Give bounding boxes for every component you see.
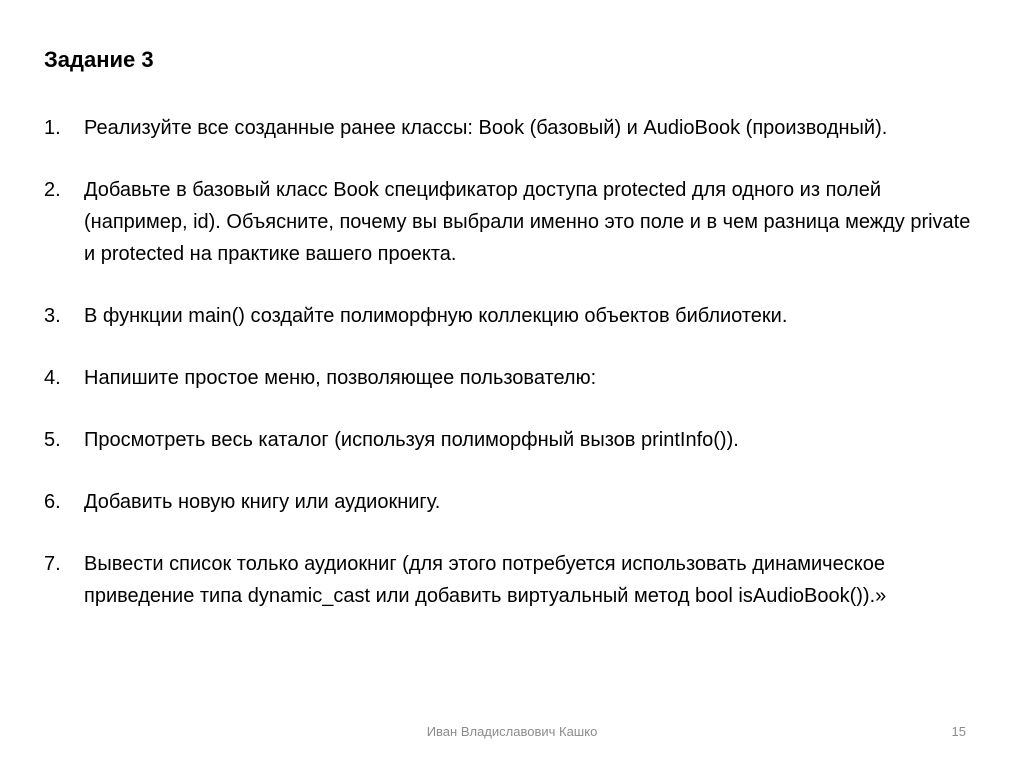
task-number: 4. xyxy=(44,367,61,389)
page-number: 15 xyxy=(951,724,966,739)
task-number: 3. xyxy=(44,305,61,327)
task-item-6 xyxy=(44,486,984,518)
task-item-2 xyxy=(44,174,984,270)
task-number: 1. xyxy=(44,117,61,139)
task-number: 5. xyxy=(44,429,61,451)
task-number: 6. xyxy=(44,491,61,513)
task-text: Напишите простое меню, позволяющее пользователю: xyxy=(84,367,597,389)
task-item-7 xyxy=(44,548,984,612)
footer-author: Иван Владиславович Кашко xyxy=(426,724,598,739)
task-text: Реализуйте все созданные ранее классы: Book (базовый) и AudioBook (производный). xyxy=(84,117,888,139)
task-item-3 xyxy=(44,300,984,332)
slide-title: Задание 3 xyxy=(44,47,154,72)
task-number: 7. xyxy=(44,553,61,575)
task-list xyxy=(44,112,984,642)
task-item-4 xyxy=(44,362,984,394)
task-number: 2. xyxy=(44,179,61,201)
task-text: Добавьте в базовый класс Book спецификатор доступа protected для одного из полей (например, id). Объясните, почему вы выбрали именно это поле и в чем разница между private и protected на практике вашего проекта. xyxy=(84,179,971,265)
task-text: Добавить новую книгу или аудиокнигу. xyxy=(84,491,441,513)
task-text: Просмотреть весь каталог (используя полиморфный вызов printInfo()). xyxy=(84,429,739,451)
task-text: В функции main() создайте полиморфную коллекцию объектов библиотеки. xyxy=(84,305,788,327)
task-item-1 xyxy=(44,112,984,144)
task-text: Вывести список только аудиокниг (для этого потребуется использовать динамическое приведение типа dynamic_cast или добавить виртуальный метод bool isAudioBook()).» xyxy=(84,553,887,607)
task-item-5 xyxy=(44,424,984,456)
